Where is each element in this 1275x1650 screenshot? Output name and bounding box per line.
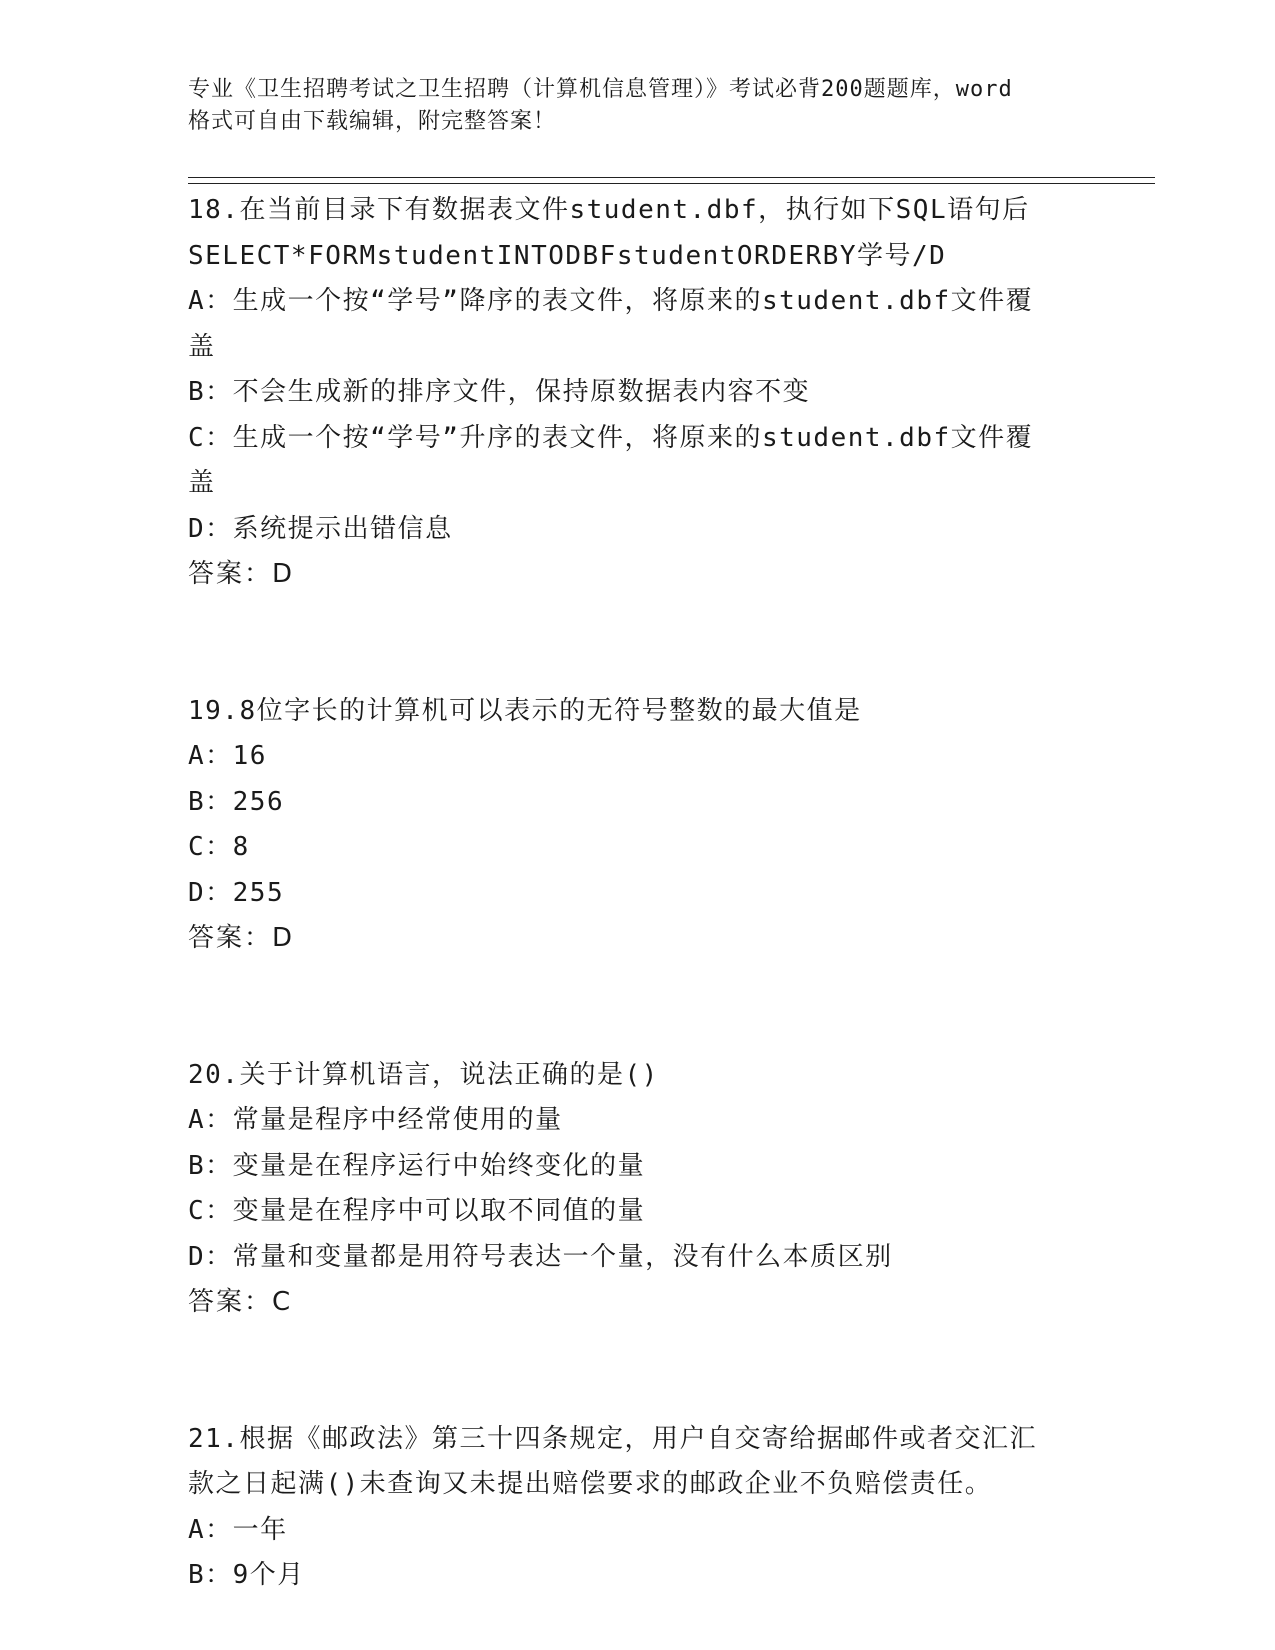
answer-option: B：不会生成新的排序文件，保持原数据表内容不变 xyxy=(188,377,811,407)
question-spacer xyxy=(188,962,1088,1053)
answer-option: C：生成一个按“学号”升序的表文件，将原来的student.dbf文件覆 xyxy=(188,422,1034,453)
answer-option: A：16 xyxy=(188,741,267,771)
question-item xyxy=(188,188,1088,598)
header-divider-top xyxy=(188,177,1155,178)
answer-option: A：一年 xyxy=(188,1514,288,1545)
question-stem: 款之日起满()未查询又未提出赔偿要求的邮政企业不负赔偿责任。 xyxy=(188,1469,993,1499)
answer-option: D：255 xyxy=(188,877,285,908)
question-stem: 21.根据《邮政法》第三十四条规定，用户自交寄给据邮件或者交汇汇 xyxy=(188,1423,1037,1454)
header-line-2: 格式可自由下载编辑，附完整答案！ xyxy=(188,109,557,134)
answer-option: D：系统提示出错信息 xyxy=(188,513,453,544)
question-list xyxy=(188,188,1088,1599)
question-stem: 19.8位字长的计算机可以表示的无符号整数的最大值是 xyxy=(188,695,862,726)
answer-option: B：9个月 xyxy=(188,1560,305,1590)
answer-option: 盖 xyxy=(188,331,216,362)
answer-option: B：256 xyxy=(188,786,285,817)
question-stem: 18.在当前目录下有数据表文件student.dbf，执行如下SQL语句后 xyxy=(188,195,1030,225)
answer-option: C：变量是在程序中可以取不同值的量 xyxy=(188,1196,646,1226)
answer-option: D：常量和变量都是用符号表达一个量，没有什么本质区别 xyxy=(188,1241,893,1272)
answer-option: C：8 xyxy=(188,832,250,862)
question-stem: SELECT*FORMstudentINTODBFstudentORDERBY学号/D xyxy=(188,240,947,271)
question-item xyxy=(188,1417,1088,1599)
answer-option: A：常量是程序中经常使用的量 xyxy=(188,1105,563,1135)
answer-key: 答案：D xyxy=(188,559,295,589)
answer-option: A：生成一个按“学号”降序的表文件，将原来的student.dbf文件覆 xyxy=(188,286,1034,316)
answer-option: B：变量是在程序运行中始终变化的量 xyxy=(188,1150,646,1181)
question-item xyxy=(188,689,1088,962)
question-spacer xyxy=(188,598,1088,689)
header-line-1: 专业《卫生招聘考试之卫生招聘（计算机信息管理）》考试必背200题题库，word xyxy=(188,77,1013,102)
question-stem: 20.关于计算机语言，说法正确的是() xyxy=(188,1059,659,1090)
answer-key: 答案：C xyxy=(188,1287,293,1317)
answer-key: 答案：D xyxy=(188,923,295,953)
question-item xyxy=(188,1053,1088,1326)
document-header xyxy=(188,74,1088,138)
header-divider-bottom xyxy=(188,183,1155,184)
question-spacer xyxy=(188,1326,1088,1417)
answer-option: 盖 xyxy=(188,468,216,498)
